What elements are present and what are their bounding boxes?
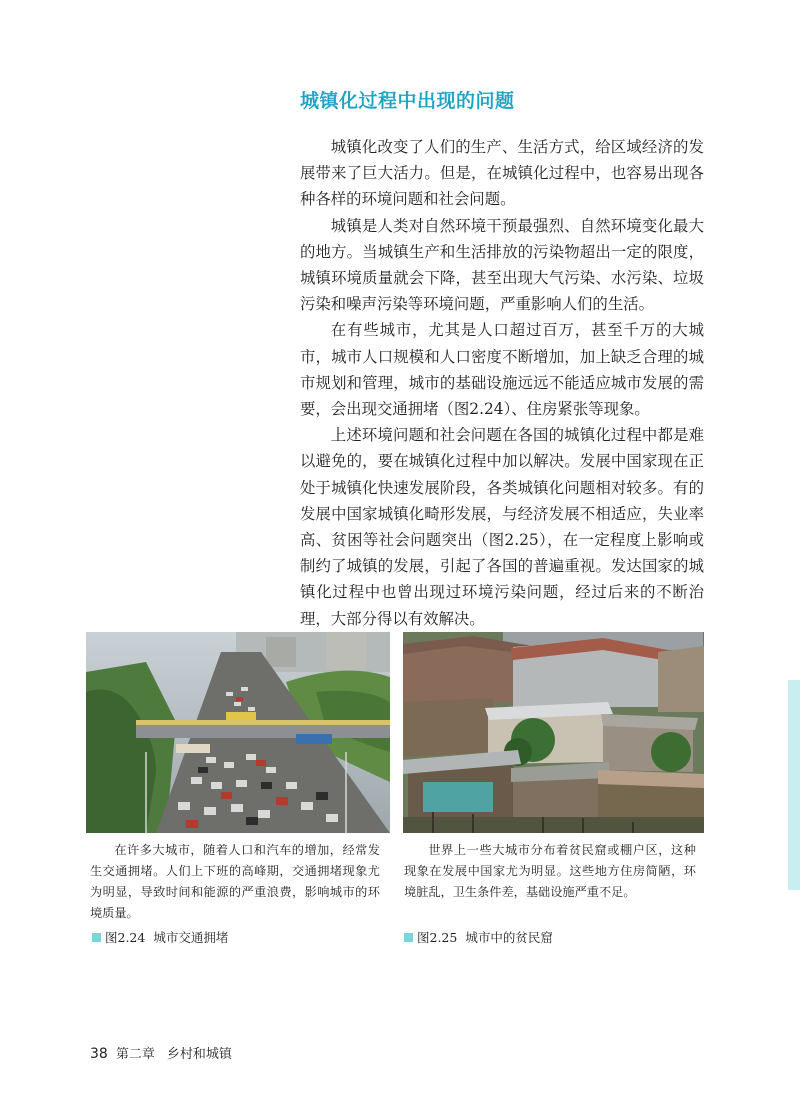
traffic-jam-photo xyxy=(86,632,390,833)
figure-title: 城市交通拥堵 xyxy=(153,930,229,945)
figure-title: 城市中的贫民窟 xyxy=(465,930,553,945)
figure-number: 图2.25 xyxy=(417,930,458,945)
paragraph-1: 城镇化改变了人们的生产、生活方式，给区域经济的发展带来了巨大活力。但是，在城镇化过程中，也容易出现各种各样的环境问题和社会问题。 xyxy=(300,138,704,209)
paragraph-3: 在有些城市，尤其是人口超过百万，甚至千万的大城市，城市人口规模和人口密度不断增加，加上缺乏合理的城市规划和管理，城市的基础设施远远不能适应城市发展的需要，会出现交通拥堵（图2.24）、住房紧张等现象。 xyxy=(300,321,704,419)
body-text xyxy=(300,134,704,632)
figure-caption-slum: 世界上一些大城市分布着贫民窟或棚户区，这种现象在发展中国家尤为明显。这些地方住房简陋，环境脏乱，卫生条件差，基础设施严重不足。 xyxy=(404,843,696,899)
figure-label-2-24 xyxy=(92,928,228,946)
chapter-title: 乡村和城镇 xyxy=(166,1047,232,1062)
page-footer xyxy=(90,1043,232,1062)
chapter-label: 第二章 xyxy=(115,1047,155,1062)
figure-number: 图2.24 xyxy=(105,930,146,945)
square-marker-icon xyxy=(404,933,413,942)
section-title: 城镇化过程中出现的问题 xyxy=(300,90,515,112)
side-tab-decoration xyxy=(788,680,800,890)
figure-label-2-25 xyxy=(404,928,553,946)
slum-photo xyxy=(403,632,704,833)
paragraph-4: 上述环境问题和社会问题在各国的城镇化过程中都是难以避免的，要在城镇化过程中加以解决。发展中国家现在正处于城镇化快速发展阶段，各类城镇化问题相对较多。有的发展中国家城镇化畸形发展，与经济发展不相适应，失业率高、贫困等社会问题突出（图2.25），在一定程度上影响或制约了城镇的发展，引起了各国的普遍重视。发达国家的城镇化过程中也曾出现过环境污染问题，经过后来的不断治理，大部分得以有效解决。 xyxy=(300,426,704,628)
page-number: 38 xyxy=(90,1046,108,1062)
figure-caption-traffic: 在许多大城市，随着人口和汽车的增加，经常发生交通拥堵。人们上下班的高峰期，交通拥堵现象尤为明显，导致时间和能源的严重浪费，影响城市的环境质量。 xyxy=(90,843,380,920)
paragraph-2: 城镇是人类对自然环境干预最强烈、自然环境变化最大的地方。当城镇生产和生活排放的污染物超出一定的限度，城镇环境质量就会下降，甚至出现大气污染、水污染、垃圾污染和噪声污染等环境问题，严重影响人们的生活。 xyxy=(300,216,704,314)
square-marker-icon xyxy=(92,933,101,942)
